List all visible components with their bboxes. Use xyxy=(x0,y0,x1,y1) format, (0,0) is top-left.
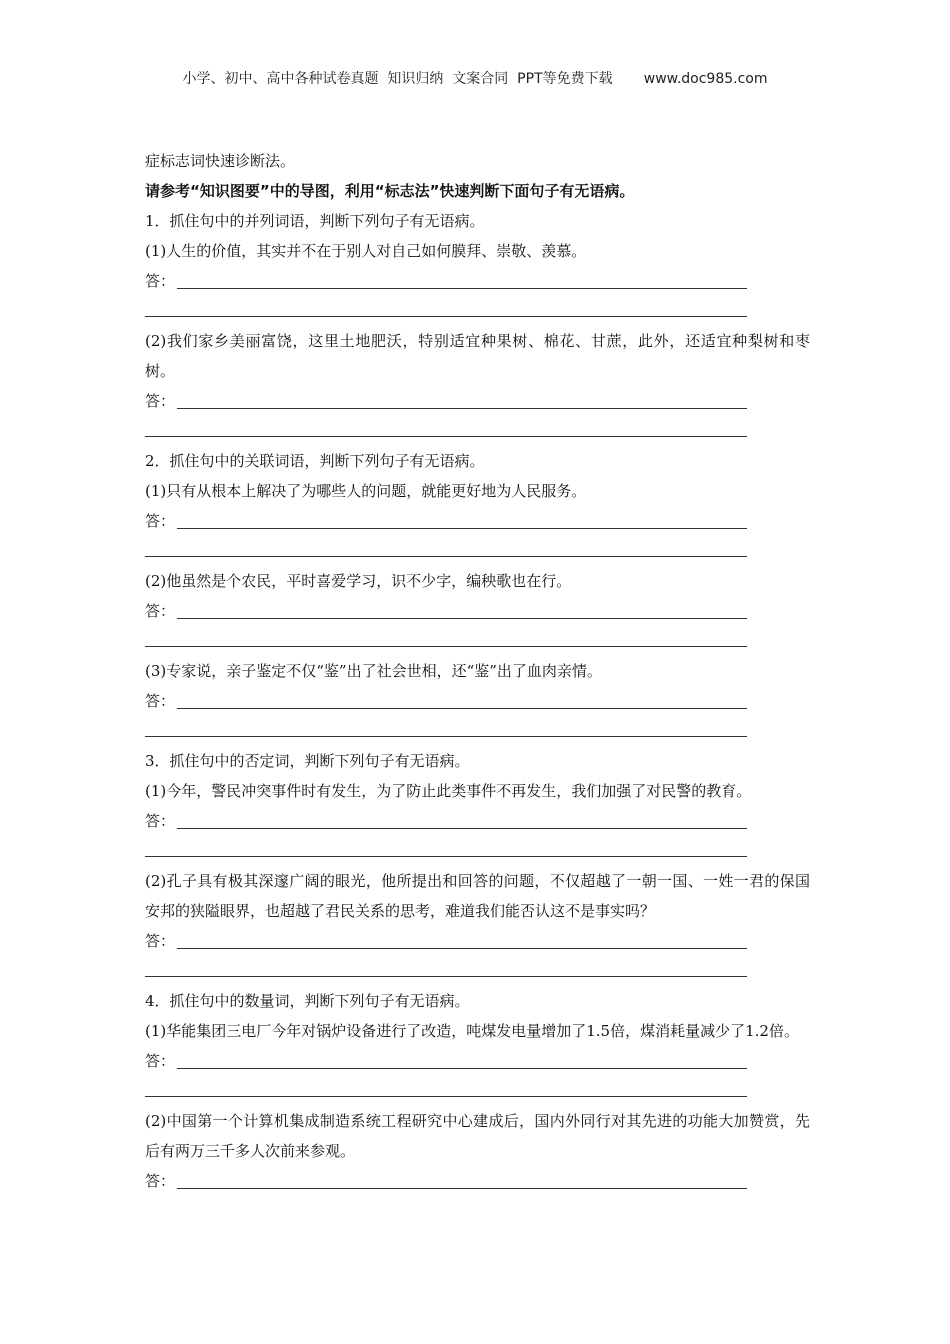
intro-line: 症标志词快速诊断法。 xyxy=(145,152,296,170)
answer-blank-4-1[interactable] xyxy=(145,1076,810,1106)
answer-line-4-2[interactable] xyxy=(145,1166,810,1196)
question-1-1: (1)人生的价值，其实并不在于别人对自己如何膜拜、崇敬、羡慕。 xyxy=(145,242,587,260)
question-2-2: (2)他虽然是个农民，平时喜爱学习，识不少字，编秧歌也在行。 xyxy=(145,572,572,590)
answer-blank-2-2[interactable] xyxy=(145,626,810,656)
answer-line-3-2[interactable] xyxy=(145,926,810,956)
answer-line-1-1[interactable] xyxy=(145,266,810,296)
question-4-1: (1)华能集团三电厂今年对锅炉设备进行了改造，吨煤发电量增加了1.5倍，煤消耗量减少了1.2倍。 xyxy=(145,1022,799,1040)
question-4-2: (2)中国第一个计算机集成制造系统工程研究中心建成后，国内外同行对其先进的功能大加赞赏，先后有两万三千多人次前来参观。 xyxy=(145,1112,810,1160)
section-1-heading: 1．抓住句中的并列词语，判断下列句子有无语病。 xyxy=(145,212,485,230)
answer-blank-1-1[interactable] xyxy=(145,296,810,326)
section-4-heading: 4．抓住句中的数量词，判断下列句子有无语病。 xyxy=(145,992,470,1010)
answer-blank-3-2[interactable] xyxy=(145,956,810,986)
answer-label: 答： xyxy=(145,1052,176,1070)
question-2-1: (1)只有从根本上解决了为哪些人的问题，就能更好地为人民服务。 xyxy=(145,482,587,500)
answer-line-2-2[interactable] xyxy=(145,596,810,626)
answer-label: 答： xyxy=(145,1172,176,1190)
answer-blank-3-1[interactable] xyxy=(145,836,810,866)
answer-label: 答： xyxy=(145,602,176,620)
question-2-3: (3)专家说，亲子鉴定不仅“鉴”出了社会世相，还“鉴”出了血肉亲情。 xyxy=(145,662,602,680)
answer-label: 答： xyxy=(145,812,176,830)
answer-label: 答： xyxy=(145,512,176,530)
instruction-line: 请参考“知识图要”中的导图，利用“标志法”快速判断下面句子有无语病。 xyxy=(145,182,635,200)
question-1-2: (2)我们家乡美丽富饶，这里土地肥沃，特别适宜种果树、棉花、甘蔗，此外，还适宜种梨树和枣树。 xyxy=(145,332,810,380)
section-2-heading: 2．抓住句中的关联词语，判断下列句子有无语病。 xyxy=(145,452,485,470)
answer-line-2-1[interactable] xyxy=(145,506,810,536)
page-header: 小学、初中、高中各种试卷真题 知识归纳 文案合同 PPT等免费下载 www.doc985.com xyxy=(182,71,768,87)
answer-label: 答： xyxy=(145,392,176,410)
section-3-heading: 3．抓住句中的否定词，判断下列句子有无语病。 xyxy=(145,752,470,770)
answer-blank-2-3[interactable] xyxy=(145,716,810,746)
question-3-2: (2)孔子具有极其深邃广阔的眼光，他所提出和回答的问题，不仅超越了一朝一国、一姓一君的保国安邦的狭隘眼界，也超越了君民关系的思考，难道我们能否认这不是事实吗？ xyxy=(145,872,810,920)
answer-blank-1-2[interactable] xyxy=(145,416,810,446)
answer-label: 答： xyxy=(145,692,176,710)
answer-line-4-1[interactable] xyxy=(145,1046,810,1076)
worksheet-content xyxy=(145,146,810,1196)
answer-label: 答： xyxy=(145,932,176,950)
answer-blank-2-1[interactable] xyxy=(145,536,810,566)
answer-line-1-2[interactable] xyxy=(145,386,810,416)
answer-label: 答： xyxy=(145,272,176,290)
answer-line-2-3[interactable] xyxy=(145,686,810,716)
answer-line-3-1[interactable] xyxy=(145,806,810,836)
question-3-1: (1)今年，警民冲突事件时有发生，为了防止此类事件不再发生，我们加强了对民警的教育。 xyxy=(145,782,752,800)
